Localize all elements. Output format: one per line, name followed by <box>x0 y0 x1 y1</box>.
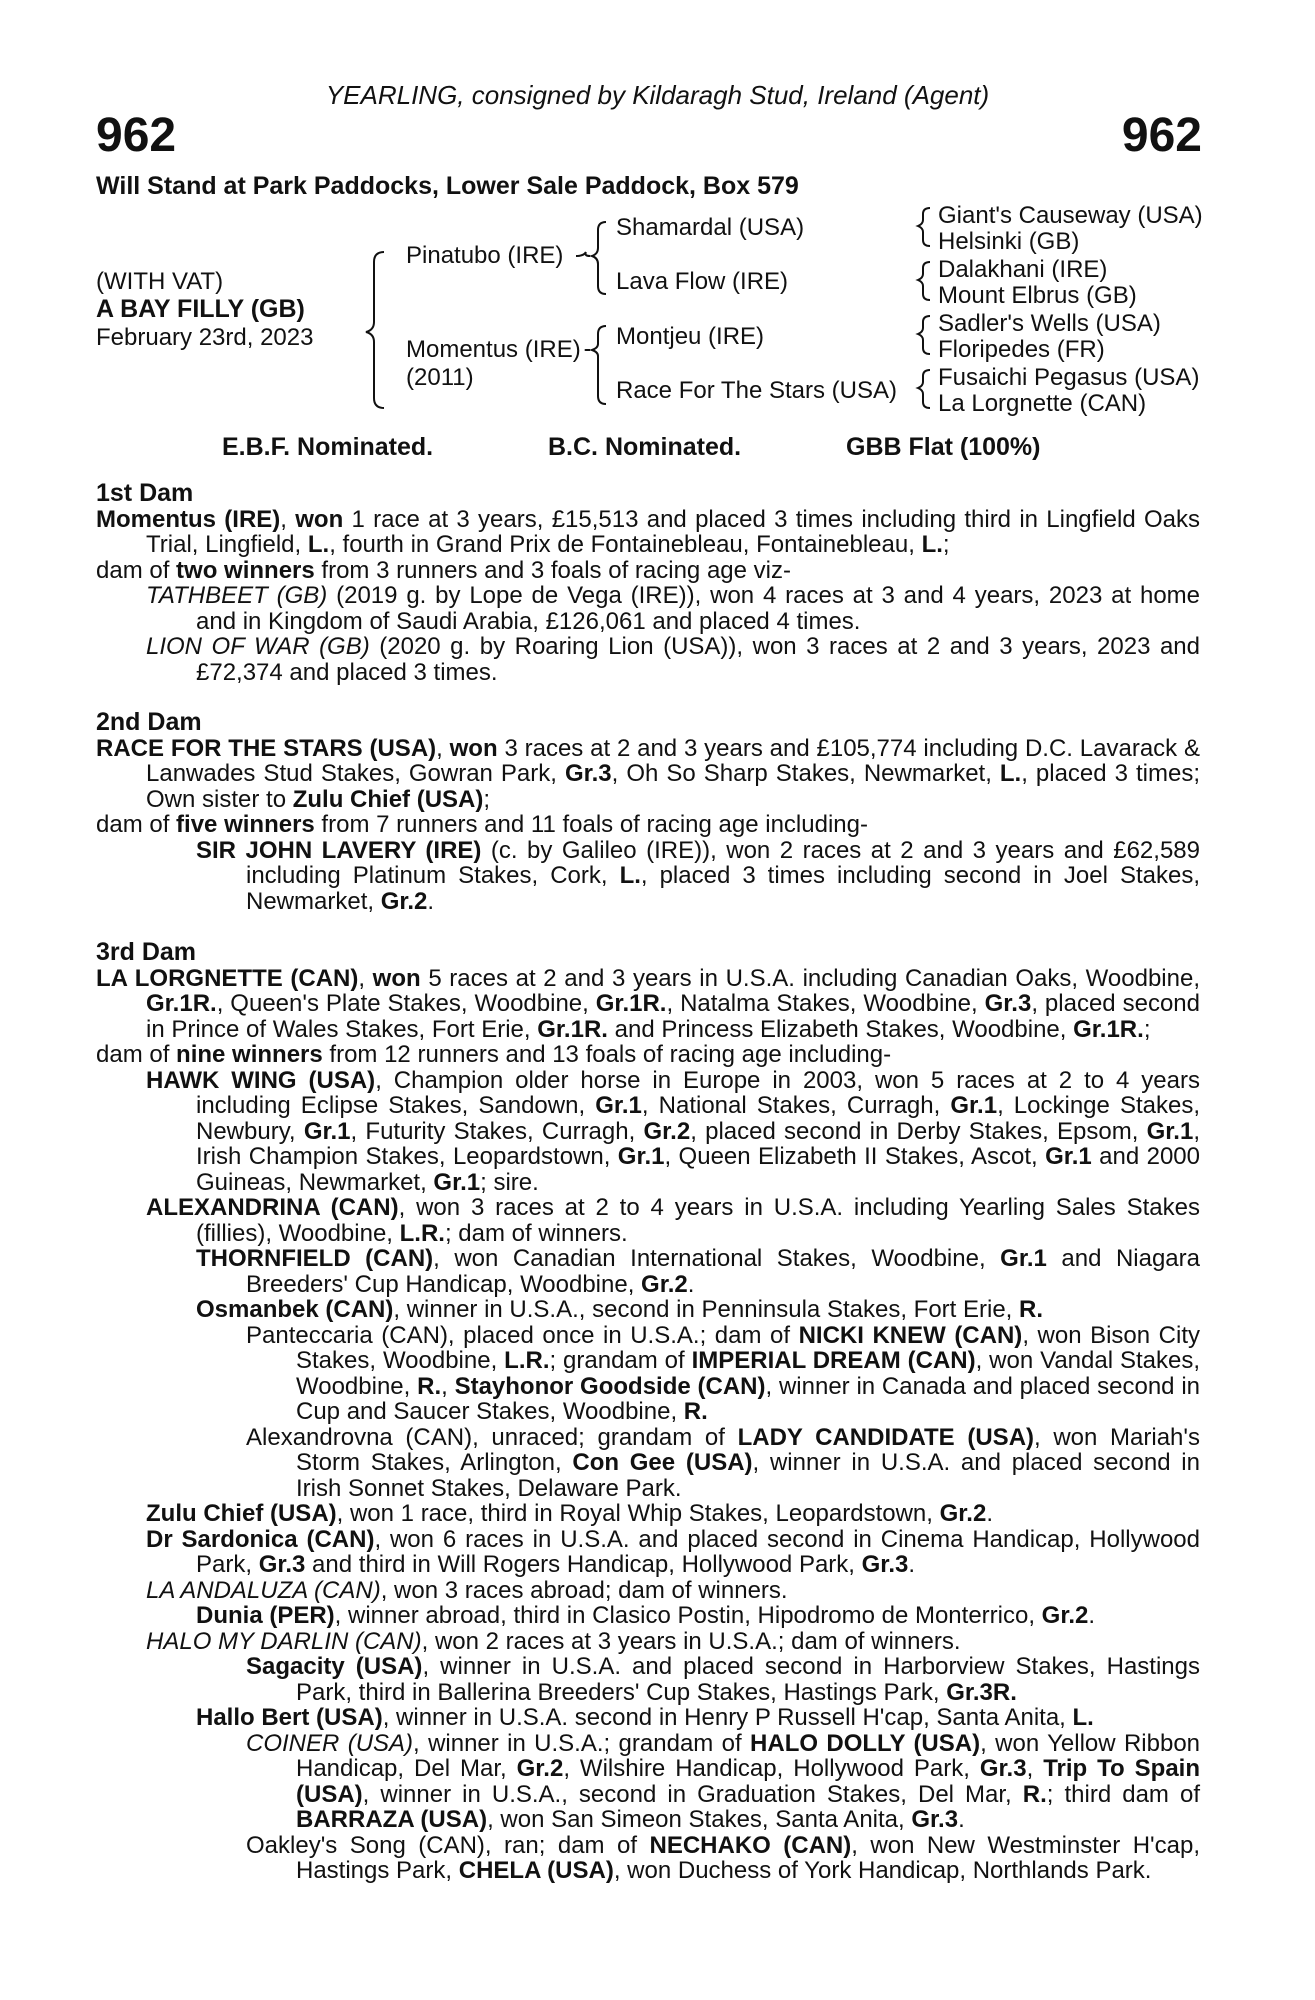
bold-run: HALO DOLLY (USA) <box>750 1729 981 1757</box>
pedigree-dsd: Floripedes (FR) <box>938 336 1105 363</box>
bold-run: IMPERIAL DREAM (CAN) <box>691 1347 976 1374</box>
text-run: ; dam of winners. <box>444 1219 628 1247</box>
bold-run: Gr.3 <box>861 1551 909 1578</box>
text-run: , won New Westminster H'cap, Hastings Park, <box>296 1831 1201 1884</box>
bold-run: Trip To Spain (USA) <box>296 1755 1200 1808</box>
italic-run: TATHBEET (GB) <box>146 582 328 609</box>
text-run: , won 1 race, third in Royal Whip Stakes, Leopardstown, <box>336 1500 940 1527</box>
text-run: , fourth in Grand Prix de Fontainebleau, Fontainebleau, <box>329 531 922 558</box>
bold-run: Gr.3 <box>911 1806 959 1833</box>
text-run: , won Vandal Stakes, Woodbine, <box>296 1347 1200 1400</box>
text-run: , winner in U.S.A., second in Penninsula Stakes, Fort Erie, <box>393 1296 1020 1323</box>
bold-run: won <box>295 505 344 533</box>
text-run: and Princess Elizabeth Stakes, Woodbine, <box>607 1015 1074 1043</box>
bold-run: Con Gee (USA) <box>572 1449 753 1476</box>
produce-entry <box>96 634 1200 685</box>
bold-run: Stayhonor Goodside (CAN) <box>454 1372 766 1400</box>
bold-run: RACE FOR THE STARS (USA) <box>96 734 437 762</box>
bold-run: Dunia (PER) <box>196 1602 335 1629</box>
text-run: , won San Simeon Stakes, Santa Anita, <box>487 1806 912 1833</box>
produce-entry <box>96 838 1200 915</box>
bold-run: won <box>372 964 421 992</box>
pedigree-braces <box>0 0 1315 440</box>
bold-run: BARRAZA (USA) <box>296 1806 488 1833</box>
consignor-line: YEARLING, consigned by Kildaragh Stud, Ireland (Agent) <box>325 80 990 110</box>
first-dam-section <box>96 481 1200 685</box>
text-run: ; <box>942 531 950 558</box>
stand-location: Will Stand at Park Paddocks, Lower Sale Paddock, Box 579 <box>96 172 799 200</box>
second-dam-section <box>96 710 1200 914</box>
text-run: , winner in U.S.A. and placed second in Irish Sonnet Stakes, Delaware Park. <box>296 1449 1200 1502</box>
pedigree-sire: Pinatubo (IRE) <box>406 242 564 269</box>
text-run: , won Bison City Stakes, Woodbine, <box>296 1321 1201 1374</box>
section-title: 1st Dam <box>96 479 194 507</box>
bold-run: Gr.3R. <box>946 1678 1017 1706</box>
pedigree-dss: Sadler's Wells (USA) <box>938 310 1161 337</box>
bold-run: Gr.3 <box>564 760 612 787</box>
horse-name: A BAY FILLY (GB) <box>96 295 305 323</box>
bold-run: Gr.1R. <box>595 990 667 1017</box>
bold-run: Osmanbek (CAN) <box>196 1296 394 1323</box>
produce-entry <box>96 1629 1200 1655</box>
bold-run: won <box>449 734 498 762</box>
third-dam-section <box>96 940 1200 1884</box>
text-run: , winner in U.S.A. second in Henry P Russell H'cap, Santa Anita, <box>382 1704 1073 1731</box>
vat-note: (WITH VAT) <box>96 268 224 295</box>
text-run: , <box>280 505 296 533</box>
text-run: , Futurity Stakes, Curragh, <box>350 1117 644 1145</box>
bold-run: LADY CANDIDATE (USA) <box>737 1423 1035 1451</box>
bold-run: L. <box>921 531 943 558</box>
produce-entry <box>96 1603 1200 1629</box>
pedigree-dam-sire: Montjeu (IRE) <box>616 323 765 350</box>
text-run: . <box>986 1500 993 1527</box>
produce-entry <box>96 1527 1200 1578</box>
text-run: (2019 g. by Lope de Vega (IRE)), won 4 races at 3 and 4 years, 2023 at home and in Kingdom of Saudi Arabia, £126,061 and placed 4 times. <box>196 582 1201 635</box>
text-run: , won 2 races at 3 years in U.S.A.; dam of winners. <box>421 1627 961 1655</box>
italic-run: COINER (USA) <box>246 1729 414 1757</box>
italic-run: HALO MY DARLIN (CAN) <box>146 1627 422 1655</box>
bold-run: Zulu Chief (USA) <box>292 785 484 813</box>
text-run: , won 6 races in U.S.A. and placed second in Cinema Handicap, Hollywood Park, <box>196 1525 1200 1578</box>
text-run: , Queen Elizabeth II Stakes, Ascot, <box>664 1143 1046 1170</box>
bold-run: NICKI KNEW (CAN) <box>798 1321 1023 1349</box>
text-run: , Irish Champion Stakes, Leopardstown, <box>196 1117 1200 1170</box>
pedigree-sire-dam: Lava Flow (IRE) <box>616 268 789 295</box>
text-run: 5 races at 2 and 3 years in U.S.A. including Canadian Oaks, Woodbine, <box>420 964 1200 992</box>
dam-record <box>96 507 1200 558</box>
italic-run: LION OF WAR (GB) <box>146 633 370 660</box>
text-run: , Natalma Stakes, Woodbine, <box>666 990 985 1017</box>
pedigree-dam-dam: Race For The Stars (USA) <box>616 377 897 404</box>
bold-run: Gr.1 <box>433 1168 481 1196</box>
text-run: and 2000 Guineas, Newmarket, <box>196 1143 1200 1196</box>
produce-entry <box>96 1654 1200 1705</box>
bold-run: Gr.2 <box>380 887 428 915</box>
text-run: , placed second in Prince of Wales Stakes, Fort Erie, <box>146 990 1200 1043</box>
text-run: . <box>958 1806 965 1833</box>
bold-run: Gr.3 <box>979 1755 1027 1782</box>
pedigree-sds: Dalakhani (IRE) <box>938 256 1108 283</box>
bold-run: Dr Sardonica (CAN) <box>146 1525 375 1553</box>
bold-run: Gr.1R. <box>146 990 217 1017</box>
produce-entry <box>96 1705 1200 1731</box>
bold-run: Gr.2 <box>643 1117 691 1145</box>
produce-entry <box>96 1323 1200 1425</box>
bold-run: SIR JOHN LAVERY (IRE) <box>196 836 482 864</box>
text-run: , won Mariah's Storm Stakes, Arlington, <box>296 1423 1200 1476</box>
text-run: ; third dam of <box>1046 1780 1200 1808</box>
bold-run: Momentus (IRE) <box>96 505 281 533</box>
pedigree-ssd: Helsinki (GB) <box>938 228 1080 255</box>
bold-run: L.R. <box>504 1347 550 1374</box>
text-run: . <box>1088 1602 1096 1629</box>
text-run: from 3 runners and 3 foals of racing age viz- <box>314 556 791 584</box>
pedigree-sire-sire: Shamardal (USA) <box>616 214 805 241</box>
produce-summary <box>96 558 1200 584</box>
text-run: , National Stakes, Curragh, <box>641 1092 951 1119</box>
gbb-flat: GBB Flat (100%) <box>846 433 1041 461</box>
produce-entry <box>96 1425 1200 1502</box>
text-run: , <box>436 734 450 762</box>
bold-run: Hallo Bert (USA) <box>196 1704 383 1731</box>
produce-entry <box>96 1578 1200 1604</box>
text-run: , <box>441 1372 455 1400</box>
produce-entry <box>96 1833 1200 1884</box>
text-run: , placed 3 times; Own sister to <box>146 760 1201 813</box>
bold-run: Gr.3 <box>984 990 1032 1017</box>
text-run: (2020 g. by Roaring Lion (USA)), won 3 races at 2 and 3 years, 2023 and £72,374 and placed 3 times. <box>196 633 1201 686</box>
bold-run: Gr.1R. <box>1073 1015 1144 1043</box>
pedigree-sss: Giant's Causeway (USA) <box>938 202 1203 229</box>
text-run: ; grandam of <box>549 1347 692 1374</box>
text-run: ; sire. <box>480 1168 539 1196</box>
text-run: dam of <box>96 1041 177 1068</box>
text-run: , won Canadian International Stakes, Woodbine, <box>433 1245 1001 1272</box>
section-title: 3rd Dam <box>96 938 197 966</box>
pedigree-dds: Fusaichi Pegasus (USA) <box>938 364 1200 391</box>
produce-entry <box>96 1195 1200 1246</box>
bold-run: HAWK WING (USA) <box>146 1066 376 1094</box>
produce-entry <box>96 1731 1200 1833</box>
text-run: dam of <box>96 556 177 584</box>
bold-run: R. <box>683 1398 708 1425</box>
bold-run: Gr.3 <box>258 1551 306 1578</box>
text-run: , winner abroad, third in Clasico Postin, Hipodromo de Monterrico, <box>334 1602 1042 1629</box>
dam-record <box>96 966 1200 1043</box>
produce-summary <box>96 812 1200 838</box>
bold-run: Gr.1 <box>1045 1143 1092 1170</box>
text-run: , placed 3 times including second in Joel Stakes, Newmarket, <box>246 862 1200 915</box>
foaling-date: February 23rd, 2023 <box>96 324 314 351</box>
bold-run: Gr.1 <box>303 1117 351 1145</box>
dam-record <box>96 736 1200 813</box>
text-run: , won 3 races abroad; dam of winners. <box>380 1576 788 1604</box>
bold-run: L. <box>307 531 330 558</box>
text-run: , winner in U.S.A. and placed second in Harborview Stakes, Hastings Park, third in Ballerina Breeders' Cup Stakes, Hastings Park, <box>296 1653 1201 1706</box>
produce-entry <box>96 1297 1200 1323</box>
produce-entry <box>96 1246 1200 1297</box>
text-run: and third in Will Rogers Handicap, Hollywood Park, <box>305 1551 862 1578</box>
text-run: 1 race at 3 years, £15,513 and placed 3 times including third in Lingfield Oaks Trial, Lingfield, <box>146 505 1200 558</box>
bold-run: ALEXANDRINA (CAN) <box>146 1194 399 1221</box>
bold-run: CHELA (USA) <box>458 1857 614 1884</box>
text-run: , placed second in Derby Stakes, Epsom, <box>690 1117 1147 1145</box>
bold-run: Gr.2 <box>516 1755 564 1782</box>
text-run: , winner in U.S.A., second in Graduation Stakes, Del Mar, <box>362 1780 1023 1808</box>
bold-run: Gr.1 <box>1146 1117 1194 1145</box>
bold-run: THORNFIELD (CAN) <box>196 1245 434 1272</box>
bold-run: R. <box>1019 1296 1044 1323</box>
pedigree-dam: Momentus (IRE) <box>406 336 581 363</box>
bold-run: Gr.2 <box>1041 1602 1089 1629</box>
text-run: , won Yellow Ribbon Handicap, Del Mar, <box>296 1729 1201 1782</box>
produce-entry <box>96 583 1200 634</box>
text-run: Oakley's Song (CAN), ran; dam of <box>246 1831 650 1859</box>
bold-run: Gr.1 <box>595 1092 642 1119</box>
text-run: Alexandrovna (CAN), unraced; grandam of <box>246 1423 738 1451</box>
text-run: Panteccaria (CAN), placed once in U.S.A.; dam of <box>246 1321 799 1349</box>
pedigree-ddd: La Lorgnette (CAN) <box>938 390 1147 417</box>
pedigree-dam-year: (2011) <box>406 364 474 391</box>
text-run: , Oh So Sharp Stakes, Newmarket, <box>611 760 1000 787</box>
bold-run: Gr.2 <box>641 1270 688 1298</box>
text-run: from 7 runners and 11 foals of racing age including- <box>314 811 868 838</box>
text-run: , winner in U.S.A.; grandam of <box>413 1729 751 1757</box>
bold-run: L. <box>999 760 1022 787</box>
bc-nominated: B.C. Nominated. <box>548 433 742 461</box>
produce-entry <box>96 1068 1200 1196</box>
bold-run: L. <box>619 862 641 889</box>
text-run: . <box>427 887 435 915</box>
pedigree-sdd: Mount Elbrus (GB) <box>938 282 1137 309</box>
text-run: dam of <box>96 811 177 838</box>
bold-run: Gr.1 <box>617 1143 665 1170</box>
bold-run: Gr.2 <box>939 1500 987 1527</box>
bold-run: two winners <box>176 556 315 584</box>
text-run: ; <box>483 785 491 813</box>
bold-run: nine winners <box>176 1041 323 1068</box>
bold-run: L.R. <box>399 1219 445 1247</box>
produce-summary <box>96 1042 1200 1068</box>
bold-run: LA LORGNETTE (CAN) <box>96 964 359 992</box>
text-run: 3 races at 2 and 3 years and £105,774 including D.C. Lavarack & Lanwades Stud Stakes, Gowran Park, <box>146 734 1200 787</box>
lot-number-right: 962 <box>1121 109 1202 162</box>
text-run: from 12 runners and 13 foals of racing age including- <box>322 1041 892 1068</box>
text-run: , <box>1026 1755 1044 1782</box>
section-title: 2nd Dam <box>96 708 202 736</box>
ebf-nominated: E.B.F. Nominated. <box>222 433 434 461</box>
text-run: , Wilshire Handicap, Hollywood Park, <box>563 1755 980 1782</box>
bold-run: Gr.1 <box>1000 1245 1047 1272</box>
lot-number-left: 962 <box>96 109 177 162</box>
text-run: . <box>687 1270 695 1298</box>
bold-run: Gr.1R. <box>537 1015 608 1043</box>
text-run: . <box>908 1551 916 1578</box>
bold-run: R. <box>1022 1780 1047 1808</box>
text-run: (c. by Galileo (IRE)), won 2 races at 2 and 3 years and £62,589 including Platinum Stakes, Cork, <box>246 836 1200 889</box>
text-run: and Niagara Breeders' Cup Handicap, Woodbine, <box>246 1245 1200 1298</box>
bold-run: R. <box>417 1372 442 1400</box>
text-run: , Champion older horse in Europe in 2003, won 5 races at 2 to 4 years including Eclipse Stakes, Sandown, <box>196 1066 1200 1119</box>
bold-run: NECHAKO (CAN) <box>649 1831 852 1859</box>
text-run: , Lockinge Stakes, Newbury, <box>196 1092 1200 1145</box>
italic-run: LA ANDALUZA (CAN) <box>146 1576 381 1604</box>
text-run: ; <box>1143 1015 1151 1043</box>
bold-run: Gr.1 <box>950 1092 998 1119</box>
text-run: , won 3 races at 2 to 4 years in U.S.A. including Yearling Sales Stakes (fillies), Woodbine, <box>196 1194 1200 1247</box>
text-run: , won Duchess of York Handicap, Northlands Park. <box>613 1857 1152 1884</box>
produce-entry <box>96 1501 1200 1527</box>
bold-run: Zulu Chief (USA) <box>146 1500 337 1527</box>
text-run: , winner in Canada and placed second in Cup and Saucer Stakes, Woodbine, <box>296 1372 1200 1425</box>
bold-run: Sagacity (USA) <box>246 1653 423 1680</box>
bold-run: L. <box>1072 1704 1094 1731</box>
text-run: , Queen's Plate Stakes, Woodbine, <box>216 990 596 1017</box>
bold-run: five winners <box>176 811 315 838</box>
text-run: , <box>358 964 373 992</box>
